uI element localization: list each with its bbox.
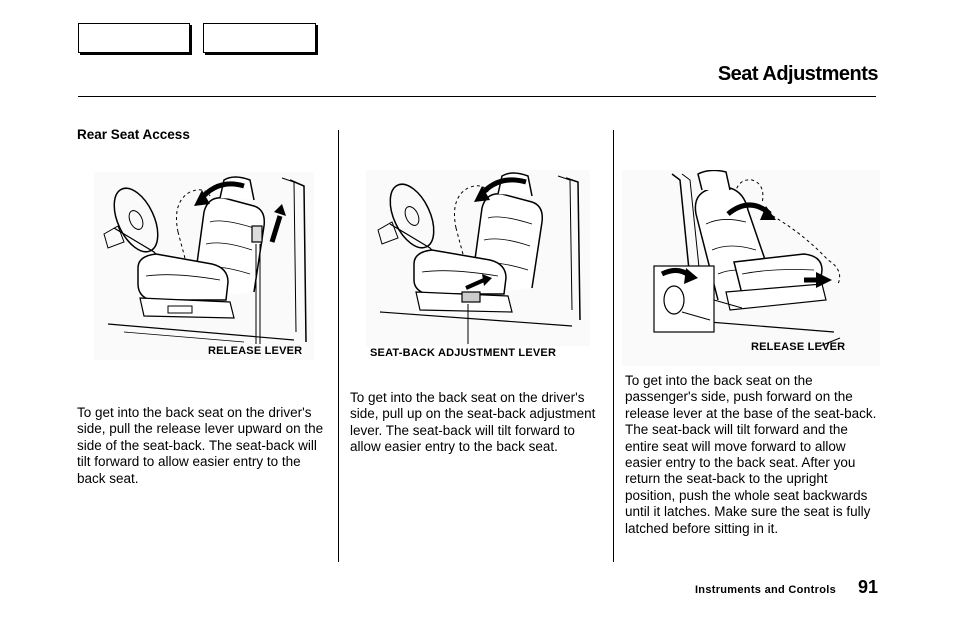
page-number: 91 <box>857 577 878 597</box>
column-divider-1 <box>338 130 339 562</box>
footer-section-name: Instruments and Controls <box>694 584 836 596</box>
nav-tab-1[interactable] <box>78 23 190 53</box>
driver-seat-release-lever-illustration <box>94 172 314 360</box>
driver-seat-seatback-adjustment-lever-illustration <box>366 170 590 346</box>
page-title: Seat Adjustments <box>717 63 878 85</box>
section-subhead: Rear Seat Access <box>77 127 190 142</box>
caption-release-lever-3: RELEASE LEVER <box>751 341 846 353</box>
caption-seatback-adjustment-lever: SEAT-BACK ADJUSTMENT LEVER <box>370 347 557 359</box>
caption-release-lever-1: RELEASE LEVER <box>208 345 303 357</box>
header-rule <box>78 96 876 97</box>
column-1-text: To get into the back seat on the driver's side, pull the release lever upward on the side of the seat-back. The seat-back will tilt forward to allow easier entry to the back seat. <box>77 405 324 486</box>
column-3-text: To get into the back seat on the passenger's side, push forward on the release lever at the base of the seat-back. The seat-back will tilt forward and the entire seat will move forward to allow easier entry to the back seat. After you return the seat-back to the upright position, push the whole seat backwards until it latches. Make sure the seat is fully latched before sitting in it. <box>625 373 877 536</box>
column-divider-2 <box>613 130 614 562</box>
nav-tab-2[interactable] <box>203 23 316 53</box>
passenger-seat-release-lever-illustration <box>622 170 880 366</box>
column-2-text: To get into the back seat on the driver's side, pull up on the seat-back adjustment lever. The seat-back will tilt forward to allow easier entry to the back seat. <box>350 390 596 455</box>
